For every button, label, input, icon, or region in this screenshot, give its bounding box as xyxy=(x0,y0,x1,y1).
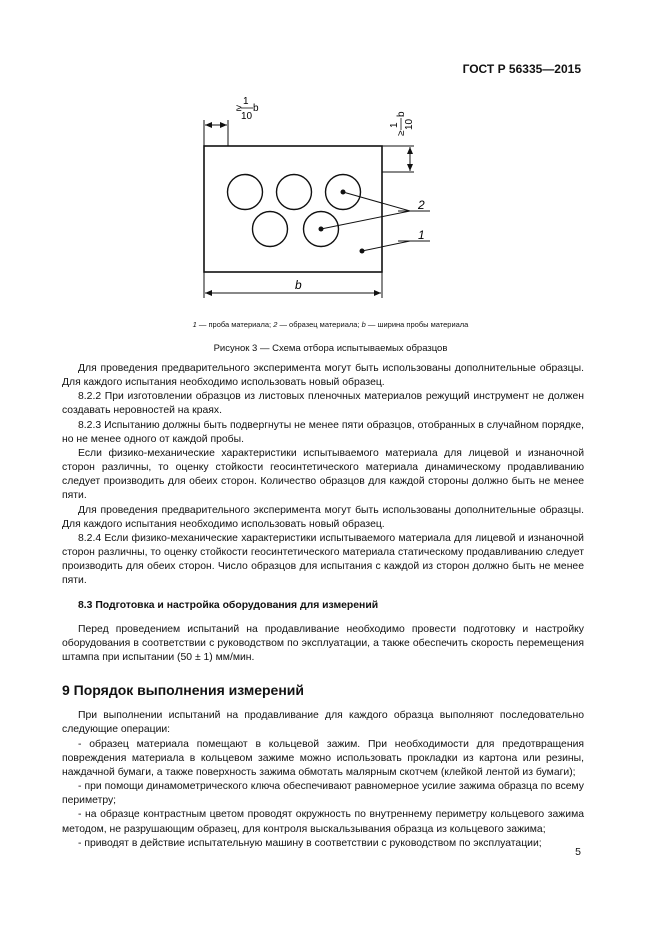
paragraph: Если физико-механические характеристики испытываемого материала для лицевой и изнаночной сторон различны, то оценку стойкости геосинтетического материала динамическому продавливанию следует производить для обеих сторон. Количество образцов для каждой стороны должно быть не менее пяти. xyxy=(62,447,584,502)
paragraph: Для проведения предварительного эксперимента могут быть использованы дополнительные образцы. Для каждого испытания необходимо использовать новый образец. xyxy=(62,504,584,530)
paragraph: При выполнении испытаний на продавливание для каждого образца выполняют последовательно следующие операции: xyxy=(62,710,584,736)
callout-1-leader xyxy=(362,241,410,251)
paragraph: Для проведения предварительного эксперимента могут быть использованы дополнительные образцы. Для каждого испытания необходимо использовать новый образец. xyxy=(62,363,584,389)
callout-1-label: 1 xyxy=(418,228,425,242)
dim-b-label: b xyxy=(253,103,259,114)
legend-num: 2 xyxy=(273,320,278,329)
section-heading-8-3: 8.3 Подготовка и настройка оборудования для измерений xyxy=(78,599,379,611)
dim-fraction-numerator: 1 xyxy=(389,122,400,128)
list-item: - образец материала помещают в кольцевой зажим. При необходимости для предотвращения повреждения материала в кольцевом зажиме можно использовать прокладки из картона или резины, наждачной бумаги, а также поверхность зажима обмотать малярным скотчем (клейкой лентой из бумаги); xyxy=(62,738,584,778)
dim-geq-sign: ≥ xyxy=(236,103,242,114)
paragraph: 8.2.3 Испытанию должны быть подвергнуты не менее пяти образцов, отобранных в случайном порядке, но не менее одного от каждой пробы. xyxy=(62,419,584,445)
specimen-circle xyxy=(277,175,312,210)
list-item: - приводят в действие испытательную машину в соответствии с руководством по эксплуатации; xyxy=(78,837,542,849)
specimen-circle xyxy=(253,212,288,247)
list-item: - на образце контрастным цветом проводят окружность по внутреннему периметру кольцевого зажима методом, не разрушающим образец, для контроля выскальзывания образца из кольцевого зажима; xyxy=(62,809,584,835)
dim-width-label: b xyxy=(295,278,302,292)
legend-text: — ширина пробы материала xyxy=(365,320,469,329)
callout-2-label: 2 xyxy=(418,198,425,212)
figure-legend xyxy=(62,320,599,329)
page-number: 5 xyxy=(575,846,581,858)
dim-fraction-denominator: 10 xyxy=(404,118,415,130)
callout-2-leader xyxy=(321,211,410,229)
paragraph: Перед проведением испытаний на продавливание необходимо провести подготовку и настройку оборудования в соответствии с руководством по эксплуатации, а также обеспечить скорость перемещения штампа при испытании (50 ± 1) мм/мин. xyxy=(62,623,584,663)
dim-b-label: b xyxy=(396,111,407,117)
legend-num: b xyxy=(361,320,366,329)
document-body xyxy=(62,362,584,851)
section-heading-9: 9 Порядок выполнения измерений xyxy=(62,682,305,699)
specimen-circle xyxy=(228,175,263,210)
dim-fraction-numerator: 1 xyxy=(243,96,249,107)
list-item: - при помощи динамометрического ключа обеспечивают равномерное усилие зажима образца по всему периметру; xyxy=(62,781,584,807)
legend-num: 1 xyxy=(192,320,197,329)
paragraph: 8.2.4 Если физико-механические характеристики испытываемого материала для лицевой и изнаночной сторон различны, то оценку стойкости геосинтетического материала статическому продавливанию следует производить для обеих сторон. Число образцов для испытания с каждой из сторон должно быть не менее пяти. xyxy=(62,532,584,587)
legend-text: — образец материала; xyxy=(277,320,362,329)
legend-text: — проба материала; xyxy=(196,320,274,329)
dim-fraction-denominator: 10 xyxy=(241,111,253,122)
callout-2-leader xyxy=(343,192,410,211)
dim-geq-sign: ≥ xyxy=(396,130,407,136)
figure-caption: Рисунок 3 — Схема отбора испытываемых образцов xyxy=(213,343,448,354)
sampling-scheme-figure xyxy=(0,0,661,330)
paragraph: 8.2.2 При изготовлении образцов из листовых пленочных материалов режущий инструмент не должен создавать неровностей на краях. xyxy=(62,391,584,417)
document-standard-code: ГОСТ Р 56335—2015 xyxy=(462,62,581,76)
